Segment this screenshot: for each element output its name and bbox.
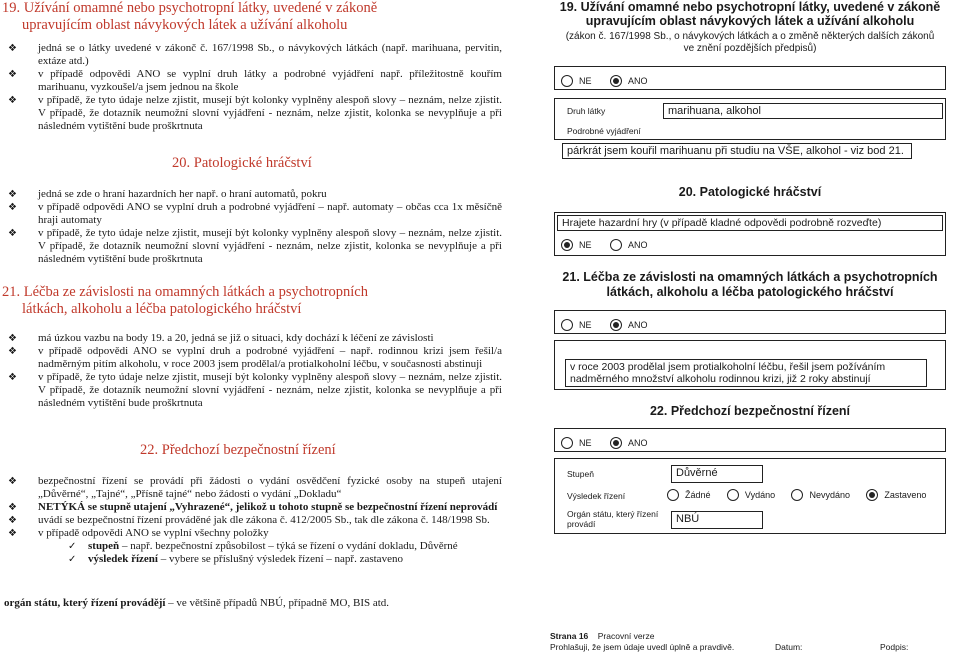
list-item: ❖ v případě odpovědi ANO se vyplní druh látky a podrobné vyjádření např. příležitostně kouřím marihuanu, vyzkoušel/a jsem jednou na škole [8,68,502,93]
list-item: ❖ v případě, že tyto údaje nelze zjistit, musejí být kolonky vyplněny alespoň slovy – neznám, nelze zjistit. V případě, že dotazník neumožní slovní vyjádření - neznám, nelze zjistit, kolonka se nevyplňuje a při následném vytištění bude proškrtnuta [8,371,502,409]
section-20-heading: 20. Patologické hráčství [172,155,312,171]
radio-label: Vydáno [744,490,776,500]
radio-label: Žádné [685,490,711,500]
list-item: ❖ v případě odpovědi ANO se vyplní druh a podrobné vyjádření – např. rodinnou krizi jsem řešil/a nadměrným pitím alkoholu, v roce 2003 jsem prodělal/a protialkoholní léčbu, v současnosti abstinuji [8,345,502,370]
list-item: ❖ v případě, že tyto údaje nelze zjistit, musejí být kolonky vyplněny alespoň slovy – neznám, nelze zjistit. V případě, že dotazník neumožní slovní vyjádření - neznám, nelze zjistit, kolonka se nevyplňuje a při následném vytištění bude proškrtnuta [8,94,502,132]
s22-ano-radio[interactable] [610,437,622,449]
radio-label: NE [579,75,592,86]
sub-item: ✓ výsledek řízení – vybere se příslušný výsledek řízení – např. zastaveno [68,553,403,565]
organ-label: Orgán státu, který řízení provádí [567,509,659,529]
opt-zadne-radio[interactable] [667,489,679,501]
list-item: ❖ uvádí se bezpečnostní řízení prováděné jak dle zákona č. 412/2005 Sb., tak dle zákona č. 148/1998 Sb. [8,514,490,526]
leceni-field[interactable]: v roce 2003 prodělal jsem protialkoholní léčbu, řešil jsem požíváním nadměrného množství alkoholu rodinnou krizi, již 2 roky abstinují [565,359,927,387]
section-19-heading [2,0,377,34]
form-section-19-subtitle: (zákon č. 167/1998 Sb., o návykových látkách a o změně některých dalších zákonů ve znění pozdějších předpisů) [565,31,935,54]
page-number: Strana 16 [550,631,589,641]
diamond-bullet-icon: ❖ [8,528,17,539]
list-item: ❖ NETÝKÁ se stupně utajení „Vyhrazené“, jelikož u tohoto stupně se bezpečnostní řízení neprovádí [8,501,498,513]
radio-label: ANO [627,437,648,448]
section-22-list [8,475,502,566]
s20-ne-radio[interactable] [561,239,573,251]
vysledek-options [667,489,940,501]
form-footer [550,631,909,652]
diamond-bullet-icon: ❖ [8,372,17,383]
version-label: Pracovní verze [597,631,655,641]
diamond-bullet-icon: ❖ [8,333,17,344]
organ-note: orgán státu, který řízení provádějí – ve většině případů NBÚ, případně MO, BIS atd. [4,597,390,609]
podrobne-label: Podrobné vyjádření [567,126,641,136]
vysledek-label: Výsledek řízení [567,491,626,501]
s21-ne-radio[interactable] [561,319,573,331]
diamond-bullet-icon: ❖ [8,95,17,106]
radio-label: Nevydáno [809,490,851,500]
s21-details-box [554,340,946,390]
radio-label: ANO [627,75,648,86]
s19-details-box [554,98,946,140]
list-item: ❖ jedná se o látky uvedené v zákonč č. 167/1998 Sb., o návykových látkách (např. marihuana, pervitin, extáze atd.) [8,42,502,67]
radio-label: NE [579,239,592,250]
opt-nevydano-radio[interactable] [791,489,803,501]
s19-ano-radio[interactable] [610,75,622,87]
list-item: ❖ jedná se zde o hraní hazardních her např. o hraní automatů, pokru [8,188,327,200]
section-22-heading: 22. Předchozí bezpečnostní řízení [140,442,336,458]
diamond-bullet-icon: ❖ [8,69,17,80]
date-field: Datum: [775,642,803,652]
diamond-bullet-icon: ❖ [8,515,17,526]
radio-label: Zastaveno [884,490,927,500]
hazard-question: Hrajete hazardní hry (v případě kladné odpovědi podrobně rozveďte) [557,215,943,231]
diamond-bullet-icon: ❖ [8,189,17,200]
signature-field: Podpis: [880,642,909,652]
form-preview-column [540,0,960,655]
diamond-bullet-icon: ❖ [8,476,17,487]
opt-vydano-radio[interactable] [727,489,739,501]
s19-yesno-box [554,66,946,90]
section-20-list [8,188,502,266]
list-item: ❖ v případě, že tyto údaje nelze zjistit, musejí být kolonky vyplněny alespoň slovy – neznám, nelze zjistit. V případě, že dotazník neumožní slovní vyjádření - neznám, nelze zjistit, kolonka se nevyplňuje a při následném vytištění bude proškrtnuta [8,227,502,265]
list-item: ❖ má úzkou vazbu na body 19. a 20, jedná se již o situaci, kdy dochází k léčení ze závislosti [8,332,434,344]
s20-ano-radio[interactable] [610,239,622,251]
heading-line: 21. Léčba ze závislosti na omamných látkách a psychotropních [2,284,368,300]
section-21-heading [2,284,368,318]
list-item: ❖ bezpečnostní řízení se provádí při žádosti o vydání osvědčení fyzické osoby na stupeň utajení „Důvěrné“, „Tajné“, „Přísně tajné“ nebo žádosti o vydání „Dokladu“ [8,475,502,500]
radio-label: NE [579,437,592,448]
heading-line: upravujícím oblast návykových látek a užívání alkoholu [22,17,348,33]
diamond-bullet-icon: ❖ [8,502,17,513]
s19-ne-radio[interactable] [561,75,573,87]
radio-label: ANO [627,239,648,250]
diamond-bullet-icon: ❖ [8,346,17,357]
list-item: ❖ v případě odpovědi ANO se vyplní všechny položky [8,527,269,539]
s22-yesno-box [554,428,946,452]
s21-yesno-box [554,310,946,334]
heading-line: 19. Užívání omamné nebo psychotropní látky, uvedené v zákoně [2,0,378,16]
diamond-bullet-icon: ❖ [8,202,17,213]
s20-box [554,212,946,256]
radio-label: ANO [627,319,648,330]
opt-zastaveno-radio[interactable] [866,489,878,501]
stupen-label: Stupeň [567,469,594,479]
heading-line: látkách, alkoholu a léčba patologického hráčství [22,301,302,317]
list-item: ❖ v případě odpovědi ANO se vyplní druh a podrobné vyjádření – např. automaty – občas cca 1x měsíčně hraji automaty [8,201,502,226]
form-section-21-title: 21. Léčba ze závislosti na omamných látkách a psychotropních látkách, alkoholu a léčba patologického hráčství [562,270,938,299]
section-19-list [8,42,502,133]
s21-ano-radio[interactable] [610,319,622,331]
organ-field[interactable]: NBÚ [671,511,763,529]
podrobne-field[interactable]: párkrát jsem kouřil marihuanu při studiu na VŠE, alkohol - viz bod 21. [562,143,912,159]
druh-label: Druh látky [567,106,606,116]
form-section-22-title: 22. Předchozí bezpečnostní řízení [649,404,851,418]
diamond-bullet-icon: ❖ [8,43,17,54]
s22-ne-radio[interactable] [561,437,573,449]
druh-field[interactable]: marihuana, alkohol [663,103,943,119]
form-section-20-title: 20. Patologické hráčství [678,185,822,199]
stupen-field[interactable]: Důvěrné [671,465,763,483]
checkmark-icon: ✓ [68,541,77,552]
checkmark-icon: ✓ [68,554,77,565]
sub-item: ✓ stupeň – např. bezpečnostní způsobilost – týká se řízení o vydání dokladu, Důvěrné [68,540,458,552]
declaration-text: Prohlašuji, že jsem údaje uvedl úplně a pravdivě. [550,642,735,652]
radio-label: NE [579,319,592,330]
diamond-bullet-icon: ❖ [8,228,17,239]
form-section-19-title: 19. Užívání omamné nebo psychotropní látky, uvedené v zákoně upravujícím oblast návykových látek a užívání alkoholu [559,0,941,28]
section-21-list [8,332,502,410]
s22-details-box [554,458,946,534]
